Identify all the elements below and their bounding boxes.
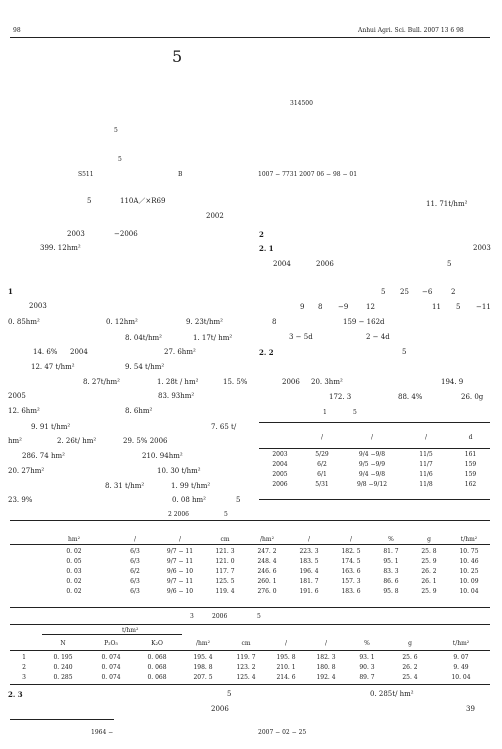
- section-2-3-heading: 2. 3: [8, 690, 23, 699]
- article-id: 1007 − 7731 2007 06 − 98 − 01: [258, 171, 358, 178]
- r-l4a: 8: [272, 318, 277, 326]
- left-11c: 29. 5% 2006: [123, 437, 168, 445]
- r-l7a: 172. 3: [329, 393, 352, 401]
- left-2a: 2003: [29, 302, 47, 310]
- abstract-line-2: 5: [118, 156, 122, 163]
- abstract-line-1: 5: [114, 127, 118, 134]
- table2-caption-a: 2 2006: [168, 511, 189, 518]
- left-5b: 2004: [70, 348, 88, 356]
- left-4b: 1. 17t/ hm²: [193, 334, 233, 342]
- table3-head-rule: [10, 650, 490, 651]
- r-l1c: 5: [447, 260, 452, 268]
- table-row: 2005 6/1 9/4 −9/8 11/6 159: [272, 470, 477, 478]
- r-l3c: −9: [338, 303, 349, 311]
- table1-top-rule: [259, 422, 490, 423]
- left-3a: 0. 85hm²: [8, 318, 40, 326]
- left-6a: 12. 47 t/hm²: [31, 363, 75, 371]
- table-row: 2 0. 240 0. 074 0. 068 198. 8 123. 2 210. 1 180. 8 90. 3 26. 2 9. 49: [22, 663, 469, 671]
- table3-top-rule: [10, 624, 490, 625]
- r-l5a: 3 − 5d: [289, 333, 313, 341]
- table-row: 0. 05 6/3 9/7 − 11 121. 0 248. 4 183. 5 174. 5 95. 1 25. 9 10. 46: [66, 557, 479, 565]
- left-13b: 10. 30 t/hm²: [157, 467, 201, 475]
- table-row: 0. 02 6/3 9/7 − 11 121. 3 247. 2 223. 3 182. 5 81. 7 25. 8 10. 75: [66, 547, 479, 555]
- footnote-date: 2007 − 02 − 25: [258, 729, 307, 736]
- r-l2c: −6: [422, 288, 433, 296]
- left-11b: 2. 26t/ hm²: [57, 437, 97, 445]
- r-l3f: 5: [456, 303, 461, 311]
- table2-header: hm² / / cm /hm² / / % g t/hm²: [68, 535, 478, 543]
- r-l3b: 8: [318, 303, 323, 311]
- r-2003: 2003: [473, 244, 491, 252]
- left-13a: 20. 27hm²: [8, 467, 45, 475]
- left-15c: 5: [236, 496, 241, 504]
- table-row: 1 0. 195 0. 074 0. 068 195. 4 119. 7 195. 8 182. 3 93. 1 25. 6 9. 07: [22, 653, 469, 661]
- table-row: 2006 5/31 9/8 −9/12 11/8 162: [272, 480, 477, 488]
- table1-bottom-rule: [259, 499, 490, 500]
- left-14b: 1. 99 t/hm²: [171, 482, 211, 490]
- article-title: 5: [172, 47, 183, 66]
- r-l2b: 25: [400, 288, 409, 296]
- table1-caption-text: 5: [353, 409, 357, 416]
- left-14a: 8. 31 t/hm²: [105, 482, 145, 490]
- table1-header: [259, 432, 490, 442]
- page-number: 98: [13, 27, 21, 34]
- r-l5b: 2 − 4d: [366, 333, 390, 341]
- table2: [10, 546, 490, 596]
- left-15a: 23. 9%: [8, 496, 33, 504]
- r-l4b: 159 − 162d: [343, 318, 385, 326]
- r-l1a: 2004: [273, 260, 291, 268]
- yield-value: 11. 71t/hm²: [426, 200, 468, 208]
- document-code: B: [178, 171, 183, 178]
- r-l2d: 2: [451, 288, 456, 296]
- r-l6a: 2006: [282, 378, 300, 386]
- table3-caption-year: 2006: [212, 613, 228, 620]
- intro-4a: 399. 12hm²: [40, 244, 81, 252]
- footnote-birth: 1964 −: [91, 729, 114, 736]
- section-2-1-heading: 2. 1: [259, 244, 274, 253]
- table3-sub-rule: [42, 634, 182, 635]
- table-row: 0. 02 6/3 9/7 − 11 125. 5 260. 1 181. 7 157. 3 86. 6 26. 1 10. 09: [66, 577, 479, 585]
- table-row: 3 0. 285 0. 074 0. 068 207. 5 125. 4 214. 6 192. 4 89. 7 25. 4 10. 04: [22, 673, 471, 681]
- section-2-2-heading: 2. 2: [259, 348, 274, 357]
- table3-bottom-rule: [10, 684, 490, 685]
- left-7c: 15. 5%: [223, 378, 248, 386]
- t1-h3: /: [424, 433, 428, 441]
- table-row: 2003 5/29 9/4 −9/8 11/5 161: [272, 450, 477, 458]
- t1-h1: /: [320, 433, 324, 441]
- running-header: Anhui Agri. Sci. Bull. 2007 13 6 98: [358, 27, 464, 34]
- left-12b: 210. 94hm²: [142, 452, 183, 460]
- intro-3b: −2006: [114, 230, 138, 238]
- s23-page: 39: [466, 705, 475, 713]
- table-row: 0. 03 6/2 9/6 − 10 117. 7 246. 6 196. 4 163. 6 83. 3 26. 2 10. 25: [66, 567, 479, 575]
- table-row: 2004 6/2 9/5 −9/9 11/7 159: [272, 460, 477, 468]
- section-2-heading: 2: [259, 230, 264, 239]
- left-3b: 0. 12hm²: [106, 318, 138, 326]
- left-15b: 0. 08 hm²: [172, 496, 206, 504]
- left-12a: 286. 74 hm²: [22, 452, 65, 460]
- left-9a: 12. 6hm²: [8, 407, 40, 415]
- r-l3a: 9: [300, 303, 305, 311]
- left-9b: 8. 6hm²: [125, 407, 153, 415]
- table3-header: N P₂O₅ K₂O /hm² cm / / % g t/hm²: [60, 639, 470, 647]
- r-l6b: 20. 3hm²: [311, 378, 343, 386]
- left-10a: 9. 91 t/hm²: [31, 423, 71, 431]
- r-l6c: 194. 9: [441, 378, 464, 386]
- s23-val: 0. 285t/ hm²: [370, 690, 414, 698]
- r-l2a: 5: [381, 288, 386, 296]
- footnote-rule: [10, 719, 114, 720]
- r-l6n: 5: [402, 348, 407, 356]
- intro-1a: 5: [87, 197, 92, 205]
- table2-head-rule: [10, 544, 490, 545]
- left-11a: hm²: [8, 437, 22, 445]
- table1-caption-num: 1: [323, 409, 327, 416]
- intro-3a: 2003: [67, 230, 85, 238]
- s23-year: 2006: [211, 705, 229, 713]
- left-10b: 7. 65 t/: [211, 423, 237, 431]
- left-5a: 14. 6%: [33, 348, 58, 356]
- s23-n5: 5: [227, 690, 232, 698]
- r-l3d: 12: [366, 303, 375, 311]
- r-l3e: 11: [432, 303, 441, 311]
- t1-h2: /: [370, 433, 374, 441]
- left-5c: 27. 6hm²: [164, 348, 196, 356]
- left-4a: 8. 04t/hm²: [125, 334, 162, 342]
- table3-caption-n: 5: [257, 613, 261, 620]
- section-1-heading: 1: [8, 287, 13, 296]
- postcode: 314500: [290, 100, 313, 107]
- intro-2a: 2002: [206, 212, 224, 220]
- table-row: 0. 02 6/3 9/6 − 10 119. 4 276. 0 191. 6 183. 6 95. 8 25. 9 10. 04: [66, 587, 479, 595]
- left-6b: 9. 54 t/hm²: [125, 363, 165, 371]
- left-8b: 83. 93hm²: [158, 392, 195, 400]
- table3: [10, 652, 490, 682]
- table3-unit: t/hm²: [122, 627, 139, 634]
- r-l1b: 2006: [316, 260, 334, 268]
- table2-bottom-rule: [10, 607, 490, 608]
- header-rule: [10, 37, 490, 38]
- r-l7c: 26. 0g: [461, 393, 484, 401]
- table2-top-rule: [10, 520, 490, 521]
- r-l3g: −11: [476, 303, 491, 311]
- left-3c: 9. 23t/hm²: [186, 318, 223, 326]
- left-8a: 2005: [8, 392, 26, 400]
- t1-h4: d: [468, 433, 473, 441]
- clc-number: S511: [78, 171, 94, 178]
- r-l7b: 88. 4%: [398, 393, 423, 401]
- left-7a: 8. 27t/hm²: [83, 378, 120, 386]
- table3-caption-num: 3: [190, 613, 194, 620]
- intro-1b: 110A／×R69: [120, 197, 166, 205]
- table2-caption-b: 5: [224, 511, 228, 518]
- left-7b: 1. 28t / hm²: [157, 378, 199, 386]
- table1: [259, 449, 490, 489]
